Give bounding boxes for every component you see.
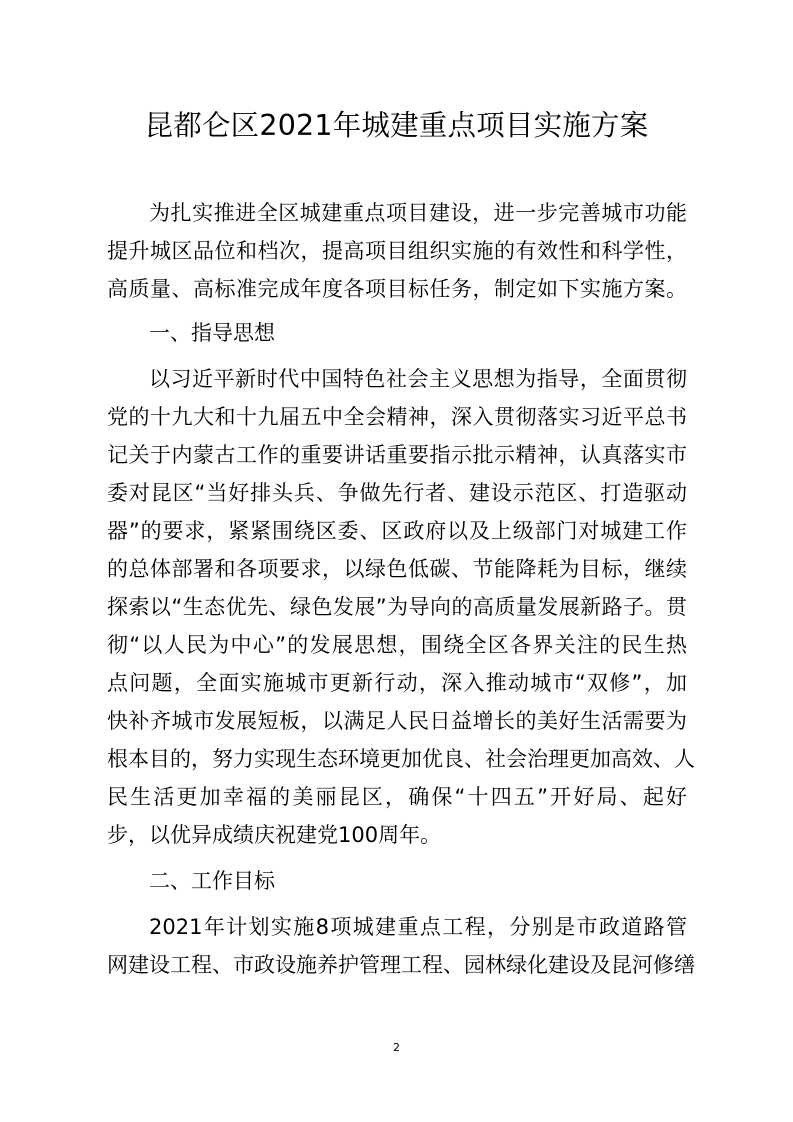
paragraph-line: 彻“以人民为中心”的发展思想，围绕全区各界关注的民生热 <box>107 633 687 657</box>
paragraph-line: 民生活更加幸福的美丽昆区，确保“十四五”开好局、起好 <box>107 785 687 809</box>
paragraph-line: 提升城区品位和档次，提高项目组织实施的有效性和科学性， <box>107 239 687 263</box>
document-title: 昆都仑区2021年城建重点项目实施方案 <box>144 109 649 142</box>
paragraph-line: 的总体部署和各项要求，以绿色低碳、节能降耗为目标，继续 <box>107 557 687 581</box>
paragraph-line: 器”的要求，紧紧围绕区委、区政府以及上级部门对城建工作 <box>107 519 687 543</box>
paragraph-line: 党的十九大和十九届五中全会精神，深入贯彻落实习近平总书 <box>107 405 687 429</box>
paragraph-line: 2021年计划实施8项城建重点工程，分别是市政道路管 <box>149 915 687 939</box>
paragraph-line: 高质量、高标准完成年度各项目标任务，制定如下实施方案。 <box>107 277 687 301</box>
paragraph-line: 委对昆区“当好排头兵、争做先行者、建设示范区、打造驱动 <box>107 481 687 505</box>
page-number: 2 <box>393 1041 400 1054</box>
paragraph-line: 网建设工程、市政设施养护管理工程、园林绿化建设及昆河修缮 <box>107 953 695 977</box>
paragraph-line: 快补齐城市发展短板，以满足人民日益增长的美好生活需要为 <box>107 709 687 733</box>
paragraph-line: 点问题，全面实施城市更新行动，深入推动城市“双修”，加 <box>107 671 687 695</box>
paragraph-line: 为扎实推进全区城建重点项目建设，进一步完善城市功能 <box>149 201 687 225</box>
paragraph-line: 以习近平新时代中国特色社会主义思想为指导，全面贯彻 <box>149 367 687 391</box>
paragraph-line: 根本目的，努力实现生态环境更加优良、社会治理更加高效、人 <box>107 747 695 771</box>
section-heading: 一、指导思想 <box>149 321 275 345</box>
paragraph-line: 探索以“生态优先、绿色发展”为导向的高质量发展新路子。贯 <box>107 595 687 619</box>
paragraph-line: 步，以优异成绩庆祝建党100周年。 <box>107 823 442 847</box>
paragraph-line: 记关于内蒙古工作的重要讲话重要指示批示精神，认真落实市 <box>107 443 687 467</box>
section-heading: 二、工作目标 <box>149 869 275 893</box>
